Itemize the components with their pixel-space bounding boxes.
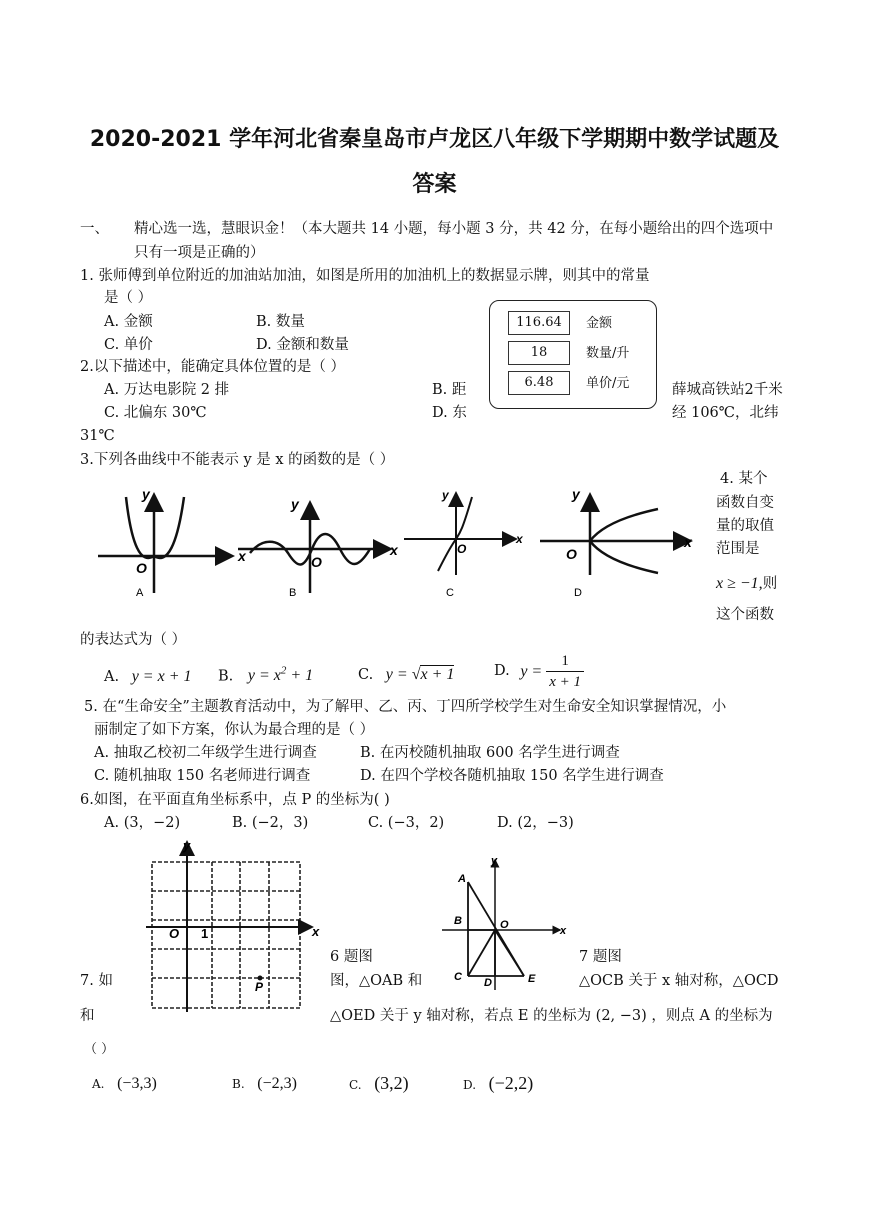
graph-d-x-label: x [684,534,692,550]
fig7-y-label: y [491,855,498,867]
question-5-option-c[interactable]: C. 随机抽取 150 名老师进行调查 [94,768,311,784]
graph-c[interactable] [404,488,524,599]
pump-quantity-label: 数量/升 [586,346,630,361]
graph-b[interactable] [238,496,399,599]
graph-d-origin-label: O [566,546,577,562]
question-7-option-b[interactable] [232,1073,297,1095]
question-4-stem-part1: 4. 某个 [720,471,768,487]
graph-a-x-label: x [238,548,246,564]
grid-unit-label: 1 [201,926,209,941]
question-4-stem-part3: 量的取值 [716,518,774,534]
sqrt-icon: √ [411,666,421,683]
grid-origin-label: O [169,926,180,941]
graph-a-origin-label: O [136,560,147,576]
graph-a[interactable] [98,486,247,599]
option-label: A. [104,669,120,685]
question-6-stem: 6.如图，在平面直角坐标系中，点 P 的坐标为( ) [80,792,390,808]
question-5-option-d[interactable]: D. 在四个学校各随机抽取 150 名学生进行调查 [360,768,664,784]
question-4-condition-math: x ≥ −1, [716,575,763,592]
question-7-stem-line2: △OED 关于 y 轴对称，若点 E 的坐标为 (2, −3) ，则点 A 的坐标为 [330,1008,773,1024]
question-7-stem-start: 7. 如 [80,973,113,989]
question-1-option-a[interactable]: A. 金额 [104,314,153,330]
page-title: 2020-2021 学年河北省秦皇岛市卢龙区八年级下学期期中数学试题及 [89,127,780,152]
section-number: 一、 [80,221,109,237]
graph-b-y-label: y [291,496,299,512]
graph-d-y-label: y [572,486,580,502]
question-7-stem-mid: 图，△OAB 和 [330,973,423,989]
question-4-option-c[interactable] [358,664,454,686]
fig7-point-a-label: A [458,873,466,885]
question-4-stem: 的表达式为（ ） [80,632,187,648]
question-4-condition [716,573,777,595]
question-1-option-c[interactable]: C. 单价 [104,337,153,353]
graph-c-x-label: x [516,532,523,546]
question-6-option-d[interactable]: D. (2，−3) [497,815,574,831]
option-label: D. [494,662,510,679]
graph-c-origin-label: O [457,542,467,556]
pump-amount-value: 116.64 [508,311,570,335]
fig7-point-c-label: C [454,971,462,983]
question-4-option-d[interactable] [494,651,584,693]
graph-b-x-label: x [390,542,398,558]
option-label: C. [349,1078,362,1092]
question-7-stem-and: 和 [80,1008,95,1024]
option-a-value: (−3,3) [117,1075,157,1092]
page-title-line2: 答案 [412,172,457,197]
question-2-option-a[interactable]: A. 万达电影院 2 排 [104,382,230,398]
graph-a-label: A [136,587,144,599]
grid-x-label: x [312,924,320,939]
section-instructions-cont: 只有一项是正确的） [134,245,265,261]
pump-price-value: 6.48 [508,371,570,395]
pump-price-label: 单价/元 [586,376,630,391]
question-4-stem-part4: 范围是 [716,541,760,557]
function-graphs-figure [90,483,700,603]
section-instructions: 精心选一选，慧眼识金！（本大题共 14 小题，每小题 3 分，共 42 分，在每小题给出的四个选项中 [134,221,774,237]
fig7-point-e-label: E [528,973,536,985]
question-4-stem-part5: 这个函数 [716,607,774,623]
question-6-option-c[interactable]: C. (−3，2) [368,815,445,831]
question-5-option-a[interactable]: A. 抽取乙校初二年级学生进行调查 [94,745,317,761]
question-4-option-b[interactable] [218,664,313,687]
option-d-fraction [546,651,584,693]
question-2-option-d[interactable]: D. 东 [432,405,467,421]
option-b-exponent: 2 [280,665,287,677]
option-c-expression: y = [385,666,412,683]
question-7-option-a[interactable] [92,1073,157,1095]
fig7-point-d-label: D [484,977,492,989]
grid-point-p-label: P [255,980,264,994]
question-6-option-b[interactable]: B. (−2，3) [232,815,309,831]
question-1-stem: 1. 张师傅到单位附近的加油站加油，如图是所用的加油机上的数据显示牌，则其中的常量 [80,268,650,284]
option-label: B. [232,1077,245,1091]
option-d-value: (−2,2) [488,1073,534,1093]
pump-quantity-value: 18 [508,341,570,365]
fig7-x-label: x [560,925,567,937]
question-1-option-b[interactable]: B. 数量 [256,314,305,330]
question-7-figure [440,852,570,992]
question-2-option-d-cont: 经 106℃，北纬 [672,405,779,421]
question-5-option-b[interactable]: B. 在丙校随机抽取 600 名学生进行调查 [360,745,620,761]
question-7-option-c[interactable] [349,1071,409,1096]
graph-b-origin-label: O [311,554,322,570]
option-b-value: (−2,3) [257,1075,297,1092]
option-a-expression: y = x + 1 [131,668,192,685]
graph-d[interactable] [540,486,693,599]
question-7-figure-caption: 7 题图 [579,949,622,965]
fig7-origin-label: O [500,919,509,931]
question-2-option-c[interactable]: C. 北偏东 30℃ [104,405,207,421]
graph-a-y-label: y [142,486,150,502]
question-7-answer-paren: （ ） [84,1042,115,1057]
fig7-point-b-label: B [454,915,462,927]
option-d-expression: y = [520,662,547,680]
question-7-stem-right: △OCB 关于 x 轴对称，△OCD [579,973,779,989]
question-5-stem-cont: 丽制定了如下方案，你认为最合理的是（ ） [94,722,375,738]
option-label: C. [358,667,374,683]
question-6-grid-figure [142,838,322,1014]
question-5-stem: 5. 在“生命安全”主题教育活动中，为了解甲、乙、丙、丁四所学校学生对生命安全知识掌握情况，小 [84,699,727,715]
question-6-figure-caption: 6 题图 [330,949,373,965]
graph-d-label: D [574,587,582,599]
pump-amount-label: 金额 [586,316,613,331]
fraction-denominator: x + 1 [549,674,582,691]
question-4-option-a[interactable] [104,666,192,688]
option-label: A. [92,1077,105,1091]
question-4-condition-tail: 则 [762,576,778,592]
question-2-option-b[interactable]: B. 距 [432,382,467,398]
graph-c-label: C [446,587,454,599]
question-2-stem: 2.以下描述中，能确定具体位置的是（ ） [80,359,345,375]
question-7-option-d[interactable] [463,1071,533,1096]
grid-y-label: y [183,838,191,853]
question-6-option-a[interactable]: A. (3，−2) [104,815,181,831]
graph-c-y-label: y [442,488,449,502]
option-label: B. [218,668,234,685]
question-2-option-b-cont: 薛城高铁站2千米 [672,382,783,398]
option-label: D. [463,1078,477,1092]
graph-b-label: B [289,587,297,599]
option-b-expression: y = x [247,667,281,685]
question-1-option-d[interactable]: D. 金额和数量 [256,337,349,353]
option-c-value: (3,2) [374,1073,409,1093]
question-3-stem: 3.下列各曲线中不能表示 y 是 x 的函数的是（ ） [80,452,395,468]
question-4-stem-part2: 函数自变 [716,495,774,511]
option-c-radicand: x + 1 [420,666,455,683]
question-1-stem-cont: 是（ ） [104,290,153,306]
fraction-numerator: 1 [546,651,584,672]
question-2-option-d-wrap: 31℃ [80,428,115,444]
fuel-pump-display [489,300,657,409]
option-b-expression-tail: + 1 [286,667,314,685]
